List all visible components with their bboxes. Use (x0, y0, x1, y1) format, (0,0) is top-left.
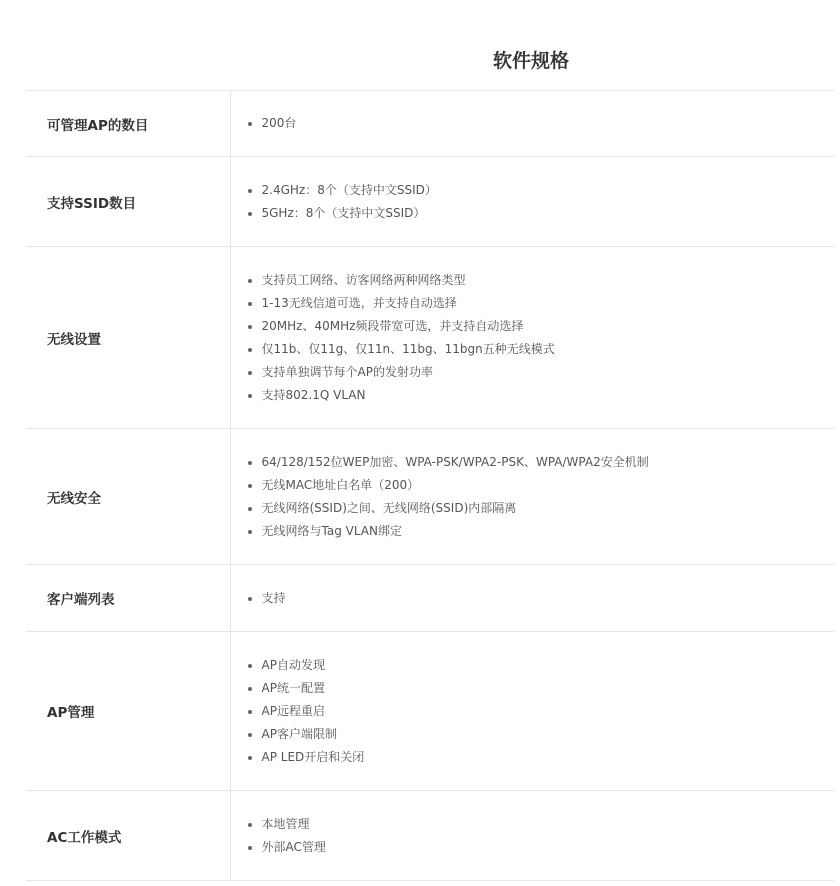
spec-label: 无线设置 (26, 247, 230, 429)
spec-label: 客户端列表 (26, 565, 230, 632)
spec-label: 可管理AP的数目 (26, 91, 230, 157)
spec-value-item: 64/128/152位WEP加密、WPA-PSK/WPA2-PSK、WPA/WPA2安全机制 (248, 451, 835, 474)
spec-value-list (248, 179, 835, 225)
spec-row (26, 565, 834, 632)
spec-value-list (248, 451, 835, 543)
spec-value-item: 本地管理 (248, 813, 835, 836)
spec-value-list (248, 813, 835, 859)
spec-value-item: 1-13无线信道可选，并支持自动选择 (248, 292, 835, 315)
spec-value-item: AP统一配置 (248, 677, 835, 700)
spec-value-item: AP自动发现 (248, 654, 835, 677)
spec-row (26, 91, 834, 157)
spec-value-item: 20MHz、40MHz频段带宽可选，并支持自动选择 (248, 315, 835, 338)
spec-value-list (248, 654, 835, 769)
spec-value-list (248, 587, 835, 610)
spec-values (230, 791, 834, 881)
spec-table-body (26, 91, 834, 881)
spec-label: AC工作模式 (26, 791, 230, 881)
spec-values (230, 157, 834, 247)
spec-values (230, 632, 834, 791)
spec-value-item: AP远程重启 (248, 700, 835, 723)
spec-value-item: 无线MAC地址白名单（200） (248, 474, 835, 497)
spec-value-item: 仅11b、仅11g、仅11n、11bg、11bgn五种无线模式 (248, 338, 835, 361)
spec-row (26, 157, 834, 247)
spec-value-list (248, 112, 835, 135)
spec-value-item: 2.4GHz：8个（支持中文SSID） (248, 179, 835, 202)
spec-value-item: AP LED开启和关闭 (248, 746, 835, 769)
spec-value-item: AP客户端限制 (248, 723, 835, 746)
spec-values (230, 247, 834, 429)
spec-value-item: 5GHz：8个（支持中文SSID） (248, 202, 835, 225)
spec-values (230, 91, 834, 157)
spec-value-item: 支持单独调节每个AP的发射功率 (248, 361, 835, 384)
spec-table (26, 90, 834, 881)
spec-value-item: 支持 (248, 587, 835, 610)
spec-value-item: 无线网络与Tag VLAN绑定 (248, 520, 835, 543)
spec-value-item: 200台 (248, 112, 835, 135)
spec-row (26, 247, 834, 429)
spec-value-item: 无线网络(SSID)之间、无线网络(SSID)内部隔离 (248, 497, 835, 520)
spec-label: AP管理 (26, 632, 230, 791)
spec-value-list (248, 269, 835, 407)
spec-row (26, 429, 834, 565)
spec-label: 无线安全 (26, 429, 230, 565)
spec-label: 支持SSID数目 (26, 157, 230, 247)
spec-row (26, 791, 834, 881)
spec-values (230, 429, 834, 565)
page-title: 软件规格 (492, 50, 569, 72)
spec-values (230, 565, 834, 632)
spec-value-item: 支持802.1Q VLAN (248, 384, 835, 407)
spec-value-item: 支持员工网络、访客网络两种网络类型 (248, 269, 835, 292)
spec-value-item: 外部AC管理 (248, 836, 835, 859)
spec-row (26, 632, 834, 791)
